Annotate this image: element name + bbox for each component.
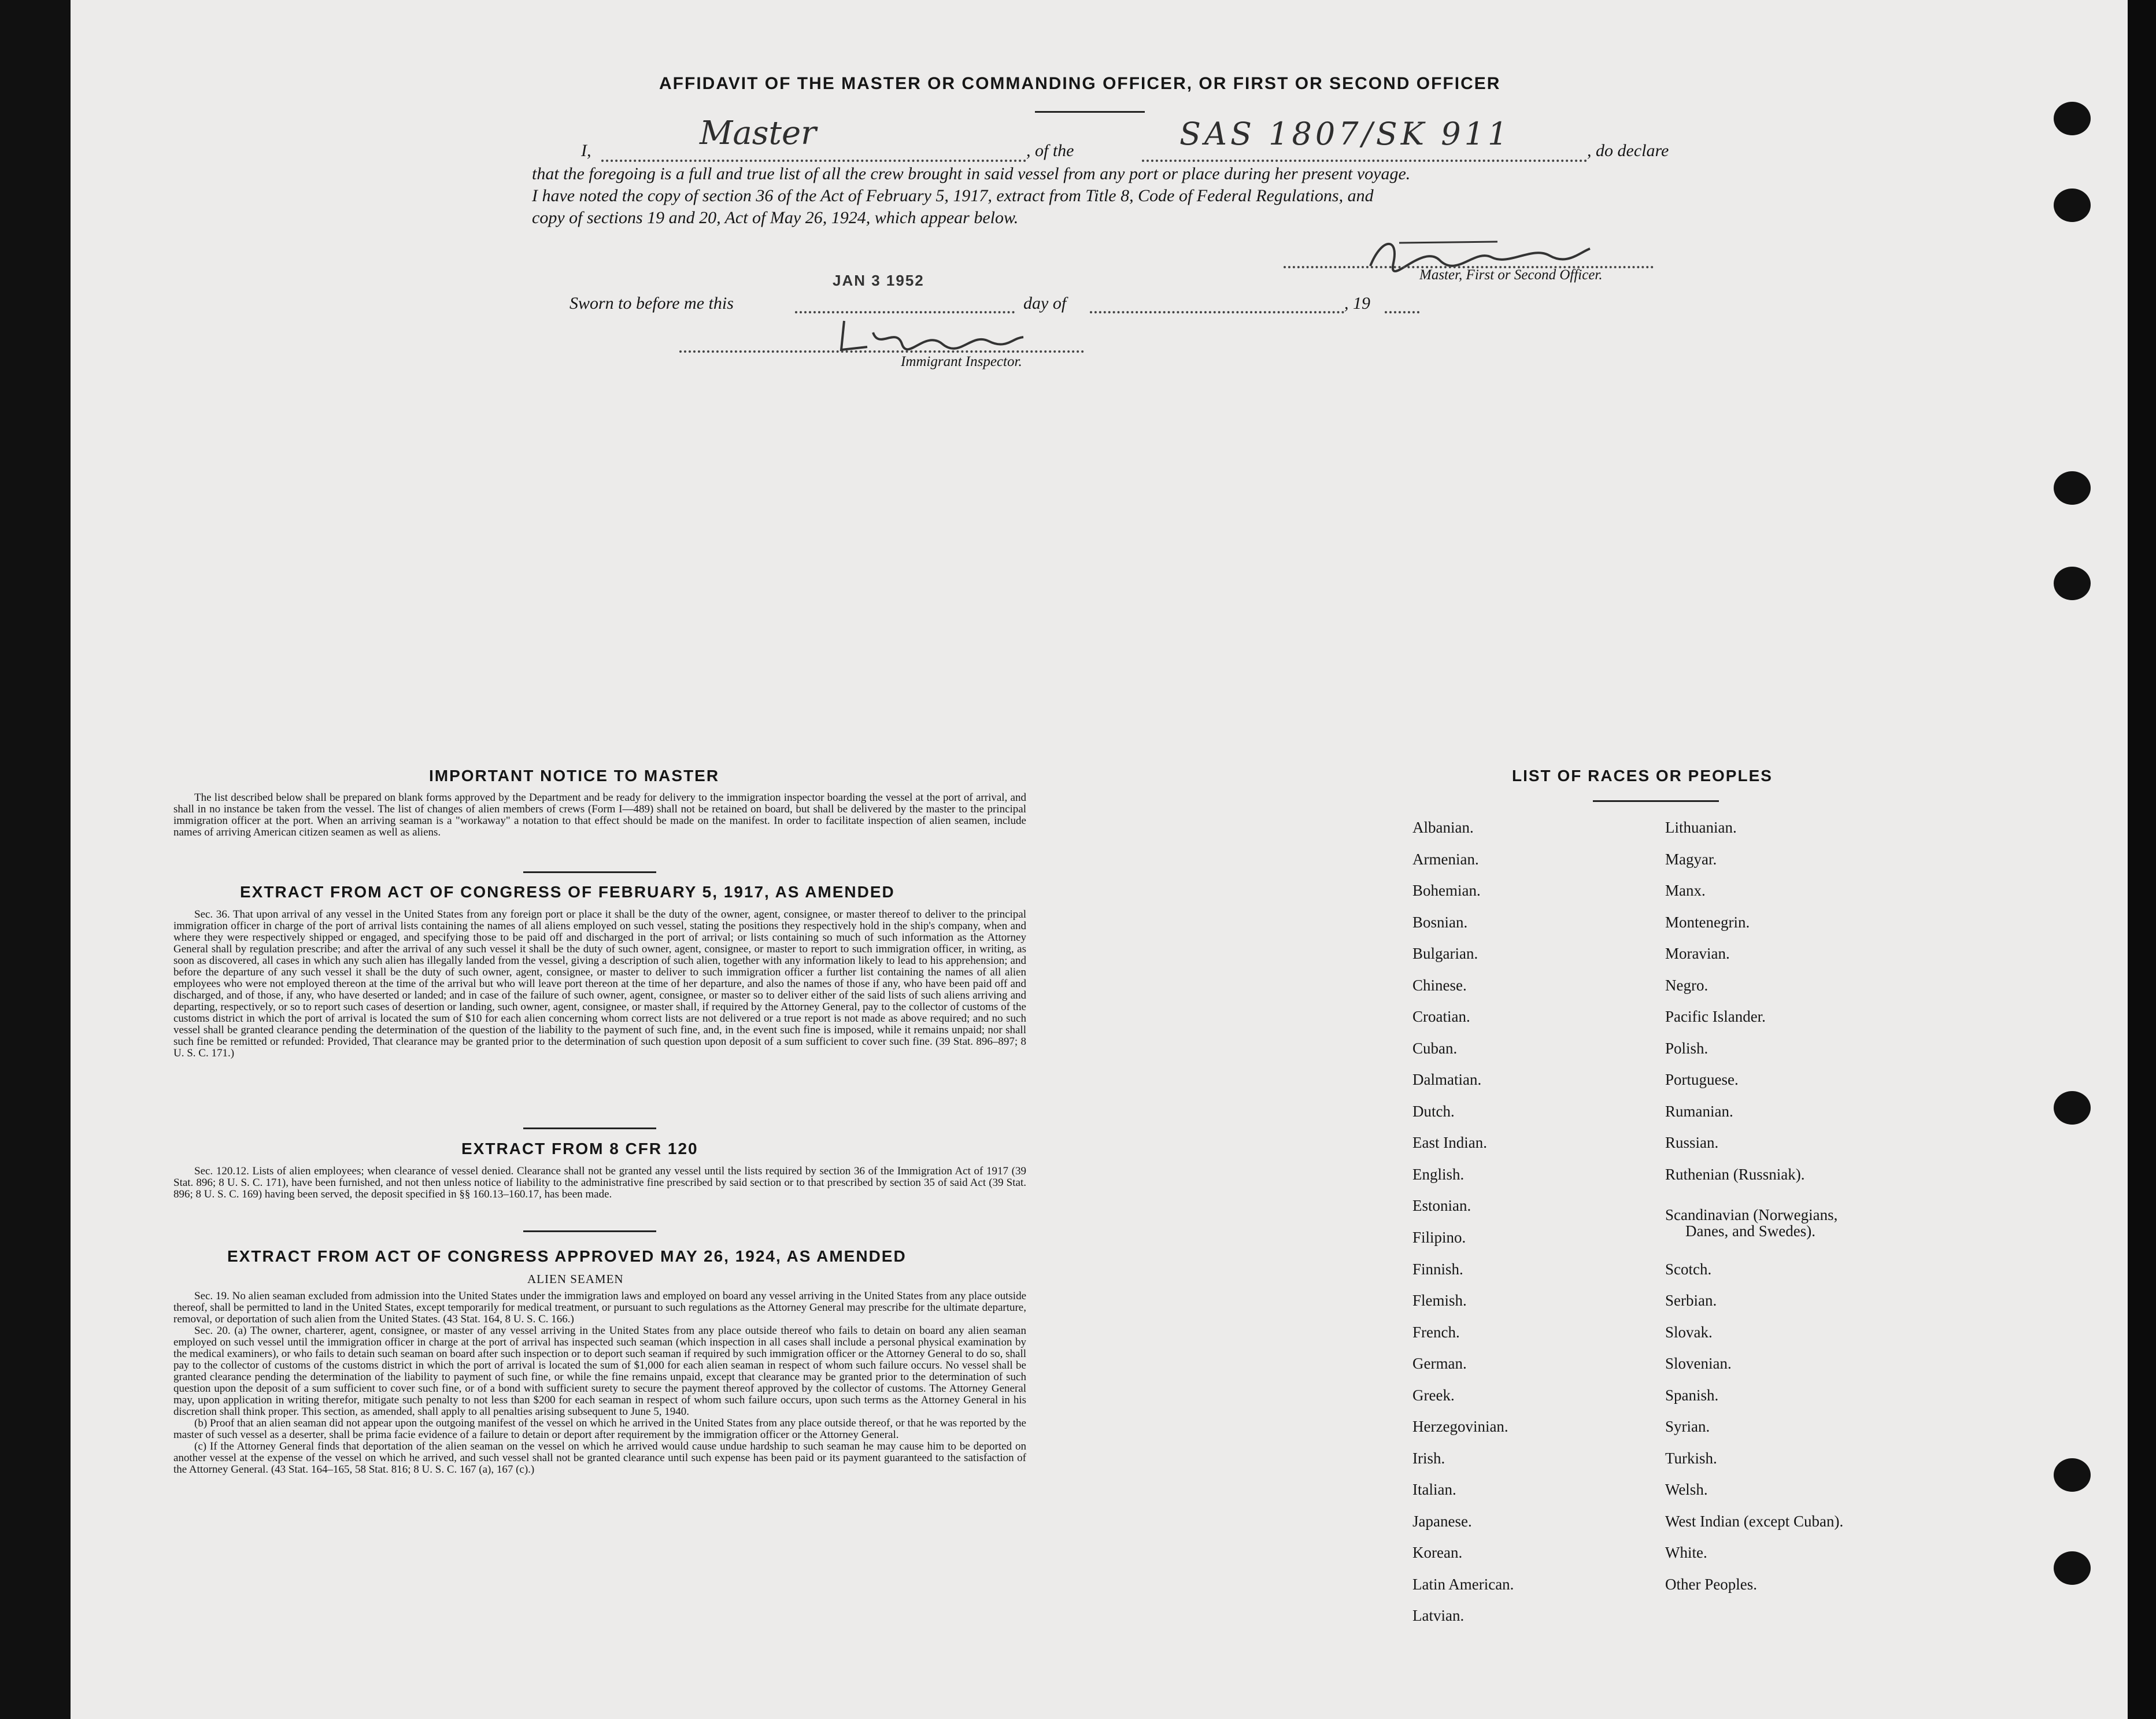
- master-name-line: [601, 160, 1026, 162]
- race-item: Rumanian.: [1665, 1103, 1733, 1120]
- race-item: Bosnian.: [1412, 914, 1468, 931]
- year-prefix: , 19: [1344, 294, 1370, 313]
- affidavit-line-2: that the foregoing is a full and true list of all the crew brought in said vessel from any port or place during her present voyage.: [532, 164, 1411, 183]
- race-item: Herzegovinian.: [1412, 1418, 1508, 1435]
- race-item: Bulgarian.: [1412, 945, 1478, 962]
- race-item: Moravian.: [1665, 945, 1730, 962]
- race-item: Danes, and Swedes).: [1685, 1222, 1815, 1240]
- race-item: Albanian.: [1412, 819, 1474, 836]
- section-20c-paragraph: (c) If the Attorney General finds that deportation of the alien seaman on the vessel on which he arrived would cause undue hardship to such seaman he may cause him to be deported on another vessel at the expense of the vessel on which he arrived, and such vessel shall not be granted clearance until such expense has been paid or its payment guaranteed to the satisfaction of the Attorney General. (43 Stat. 164–165, 58 Stat. 816; 8 U. S. C. 167 (a), 167 (c).): [173, 1440, 1026, 1476]
- affidavit-line-4: copy of sections 19 and 20, Act of May 26, 1924, which appear below.: [532, 208, 1019, 227]
- date-stamp: JAN 3 1952: [833, 272, 924, 289]
- race-item: Irish.: [1412, 1450, 1445, 1467]
- affidavit-title: AFFIDAVIT OF THE MASTER OR COMMANDING OFFICER, OR FIRST OR SECOND OFFICER: [659, 74, 1501, 93]
- race-item: Armenian.: [1412, 851, 1479, 868]
- race-item: Estonian.: [1412, 1197, 1471, 1214]
- race-item: Portuguese.: [1665, 1071, 1739, 1088]
- inspector-signature-line: [679, 350, 1084, 353]
- of-the-label: , of the: [1026, 141, 1074, 160]
- sworn-day-line: [795, 311, 1015, 313]
- race-item: Syrian.: [1665, 1418, 1710, 1435]
- race-item: Other Peoples.: [1665, 1576, 1757, 1593]
- race-item: Greek.: [1412, 1387, 1455, 1404]
- race-item: Ruthenian (Russniak).: [1665, 1166, 1805, 1183]
- race-item: Dalmatian.: [1412, 1071, 1482, 1088]
- race-item: Polish.: [1665, 1040, 1708, 1057]
- race-item: White.: [1665, 1544, 1707, 1561]
- vessel-name-handwriting: SAS 1807/SK 911: [1179, 116, 1511, 152]
- signature-scribble: [833, 315, 1029, 356]
- race-item: Scotch.: [1665, 1260, 1712, 1278]
- section-rule: [523, 1127, 656, 1129]
- race-item: Pacific Islander.: [1665, 1008, 1766, 1025]
- notice-title: IMPORTANT NOTICE TO MASTER: [429, 767, 720, 785]
- race-item: Montenegrin.: [1665, 914, 1750, 931]
- race-item: Bohemian.: [1412, 882, 1481, 899]
- race-item: Latin American.: [1412, 1576, 1514, 1593]
- sworn-label: Sworn to before me this: [569, 294, 734, 313]
- race-item: Serbian.: [1665, 1292, 1717, 1309]
- race-item: Italian.: [1412, 1481, 1456, 1498]
- race-item: Manx.: [1665, 882, 1706, 899]
- binder-hole: [2054, 102, 2091, 135]
- section-rule: [523, 1230, 656, 1232]
- race-item: Turkish.: [1665, 1450, 1717, 1467]
- binder-hole: [2054, 471, 2091, 505]
- affidavit-i-label: I,: [581, 141, 591, 160]
- race-item: Lithuanian.: [1665, 819, 1737, 836]
- extract-1924-body: [173, 1291, 1026, 1476]
- year-line: [1385, 311, 1419, 313]
- race-item: Korean.: [1412, 1544, 1463, 1561]
- race-item: Dutch.: [1412, 1103, 1455, 1120]
- vessel-name-line: [1142, 160, 1587, 162]
- sworn-month-line: [1090, 311, 1344, 313]
- race-item: Flemish.: [1412, 1292, 1467, 1309]
- race-item: Spanish.: [1665, 1387, 1719, 1404]
- race-item: Slovak.: [1665, 1324, 1713, 1341]
- section-36-paragraph: Sec. 36. That upon arrival of any vessel in the United States from any foreign port or place it shall be the duty of the owner, agent, consignee, or master thereof to deliver to the principal immigration officer in charge of the port of arrival lists containing the names of all aliens employed on such vessel, stating the positions they respectively hold in the ship's company, when and where they were respectively shipped or engaged, and specifying those to be paid off and discharged in the port of arrival; or lists containing so much of such information as the Attorney General shall by regulation prescribe; and after the arrival of any such vessel it shall be the duty of such owner, agent, consignee, or master to report to such immigration officer, in writing, as soon as discovered, all cases in which any such alien has illegally landed from the vessel, giving a description of such alien, together with any information likely to lead to his apprehension; and before the departure of any such vessel it shall be the duty of such owner, agent, consignee, or master to deliver to such immigration officer a further list containing the names of all alien employees who were not employed thereon at the time of the arrival but who will leave port thereon at the time of her departure, and also the names of those if any, who have been paid off and discharged, and of those, if any, who have deserted or landed; and in case of the failure of such owner, agent, consignee, or master so to deliver either of the said lists of such aliens arriving and departing, respectively, or so to report such cases of desertion or landing, such owner, agent, consignee, or master shall, if required by the Attorney General, pay to the collector of customs of the customs district in which the port of arrival is located the sum of $10 for each alien concerning whom correct lists are not delivered or a true report is not made as above required; and no such vessel shall be granted clearance pending the determination of the question of the liability to the payment of such fine, and, in the event such fine is imposed, while it remains unpaid; nor shall such fine be remitted or refunded: Provided, That clearance may be granted prior to the determination of such question upon deposit of a sum sufficient to cover such fine. (39 Stat. 896–897; 8 U. S. C. 171.): [173, 908, 1026, 1059]
- race-item: Croatian.: [1412, 1008, 1470, 1025]
- section-rule: [523, 871, 656, 873]
- inspector-label: Immigrant Inspector.: [901, 354, 1022, 369]
- race-item: Latvian.: [1412, 1607, 1465, 1624]
- race-item: Slovenian.: [1665, 1355, 1732, 1372]
- master-signature-label: Master, First or Second Officer.: [1419, 267, 1603, 283]
- race-item: Chinese.: [1412, 977, 1467, 994]
- section-20b-paragraph: (b) Proof that an alien seaman did not appear upon the outgoing manifest of the vessel on which he arrived in the United States from any place outside thereof, or that he was reported by the master of such vessel as a deserter, shall be prima facie evidence of a failure to detain or deport after requirement by the immigration officer or the Attorney General.: [173, 1417, 1026, 1441]
- master-name-handwriting: Master: [700, 114, 816, 152]
- binder-hole: [2054, 567, 2091, 600]
- title-rule: [1035, 111, 1145, 113]
- notice-paragraph: The list described below shall be prepared on blank forms approved by the Department and be ready for delivery to the immigration inspector boarding the vessel at the port of arrival, and shall in no instance be taken from the vessel. The list of changes of alien members of crews (Form I—489) shall not be retained on board, but shall be delivered by the master to the principal immigration officer at the port. When an arriving seaman is a "workaway" a notation to that effect should be made on the manifest. In order to facilitate inspection of alien seamen, include names of arriving American citizen seamen as well as aliens.: [173, 792, 1026, 838]
- race-item: French.: [1412, 1324, 1460, 1341]
- section-19-paragraph: Sec. 19. No alien seaman excluded from admission into the United States under the immigration laws and employed on board any vessel arriving in the United States from any place outside thereof, shall be permitted to land in the United States, except temporarily for medical treatment, or pursuant to such regulations as the Attorney General may prescribe for the ultimate departure, removal, or deportation of such alien from the United States. (43 Stat. 164, 8 U. S. C. 166.): [173, 1290, 1026, 1325]
- race-item: Japanese.: [1412, 1513, 1472, 1530]
- day-of-label: day of: [1023, 294, 1067, 313]
- race-item: East Indian.: [1412, 1134, 1487, 1151]
- alien-seamen-subtitle: ALIEN SEAMEN: [527, 1272, 624, 1286]
- race-item: Scandinavian (Norwegians,: [1665, 1206, 1838, 1223]
- extract-cfr-title: EXTRACT FROM 8 CFR 120: [461, 1140, 698, 1158]
- races-title-rule: [1593, 800, 1719, 802]
- binder-hole: [2054, 1091, 2091, 1125]
- race-item: Finnish.: [1412, 1260, 1463, 1278]
- races-title: LIST OF RACES OR PEOPLES: [1512, 767, 1773, 785]
- race-item: Cuban.: [1412, 1040, 1458, 1057]
- race-item: Russian.: [1665, 1134, 1719, 1151]
- section-120-12-paragraph: Sec. 120.12. Lists of alien employees; when clearance of vessel denied. Clearance shall not be granted any vessel until the lists required by section 36 of the Immigration Act of 1917 (39 Stat. 896; 8 U. S. C. 171), have been furnished, and not then unless notice of liability to the administrative fine prescribed by said section or to that prescribed by section 35 of said Act (39 Stat. 896; 8 U. S. C. 169) having been served, the deposit specified in §§ 160.13–160.17, has been made.: [173, 1165, 1026, 1200]
- race-item: Welsh.: [1665, 1481, 1708, 1498]
- extract-1924-title: EXTRACT FROM ACT OF CONGRESS APPROVED MAY 26, 1924, AS AMENDED: [227, 1247, 907, 1265]
- extract-cfr-body: [173, 1166, 1026, 1200]
- race-item: Negro.: [1665, 977, 1708, 994]
- affidavit-line-3: I have noted the copy of section 36 of the Act of February 5, 1917, extract from Title 8, Code of Federal Regulations, and: [532, 186, 1374, 205]
- scanner-frame-edge: [2128, 0, 2156, 1719]
- section-20a-paragraph: Sec. 20. (a) The owner, charterer, agent, consignee, or master of any vessel arriving in the United States from any place outside thereof who fails to detain on board any alien seaman employed on such vessel until the immigration officer in charge at the port of arrival has inspected such seaman (which inspection in all cases shall include a personal physical examination by the medical examiners), or who fails to detain such seaman on board after such inspection or to deport such seaman if required by such immigration officer or the Attorney General to do so, shall pay to the collector of customs of the customs district in which the port of arrival is located the sum of $1,000 for each alien seaman in respect of whom such failure occurs. No vessel shall be granted clearance pending the determination of the liability to payment of such fine, or while the fine remains unpaid, except that clearance may be granted prior to the determination of such question upon the deposit of a sum sufficient to cover such fine, or of a bond with sufficient surety to secure the payment thereof approved by the collector of customs. The Attorney General may, upon application in writing therefor, mitigate such penalty to not less than $200 for each seaman in respect of whom such failure occurs, upon such terms as the Attorney General in his discretion shall think proper. This section, as amended, shall apply to all penalties arising subsequent to June 5, 1940.: [173, 1325, 1026, 1418]
- race-item: West Indian (except Cuban).: [1665, 1513, 1844, 1530]
- notice-body: [173, 792, 1026, 838]
- extract-1917-title: EXTRACT FROM ACT OF CONGRESS OF FEBRUARY 5, 1917, AS AMENDED: [240, 883, 895, 901]
- extract-1917-body: [173, 909, 1026, 1059]
- binder-hole: [2054, 1458, 2091, 1492]
- binder-hole: [2054, 1551, 2091, 1585]
- race-item: Magyar.: [1665, 851, 1717, 868]
- race-item: Filipino.: [1412, 1229, 1466, 1246]
- binder-hole: [2054, 188, 2091, 222]
- race-item: English.: [1412, 1166, 1465, 1183]
- do-declare-label: , do declare: [1587, 141, 1669, 160]
- race-item: German.: [1412, 1355, 1467, 1372]
